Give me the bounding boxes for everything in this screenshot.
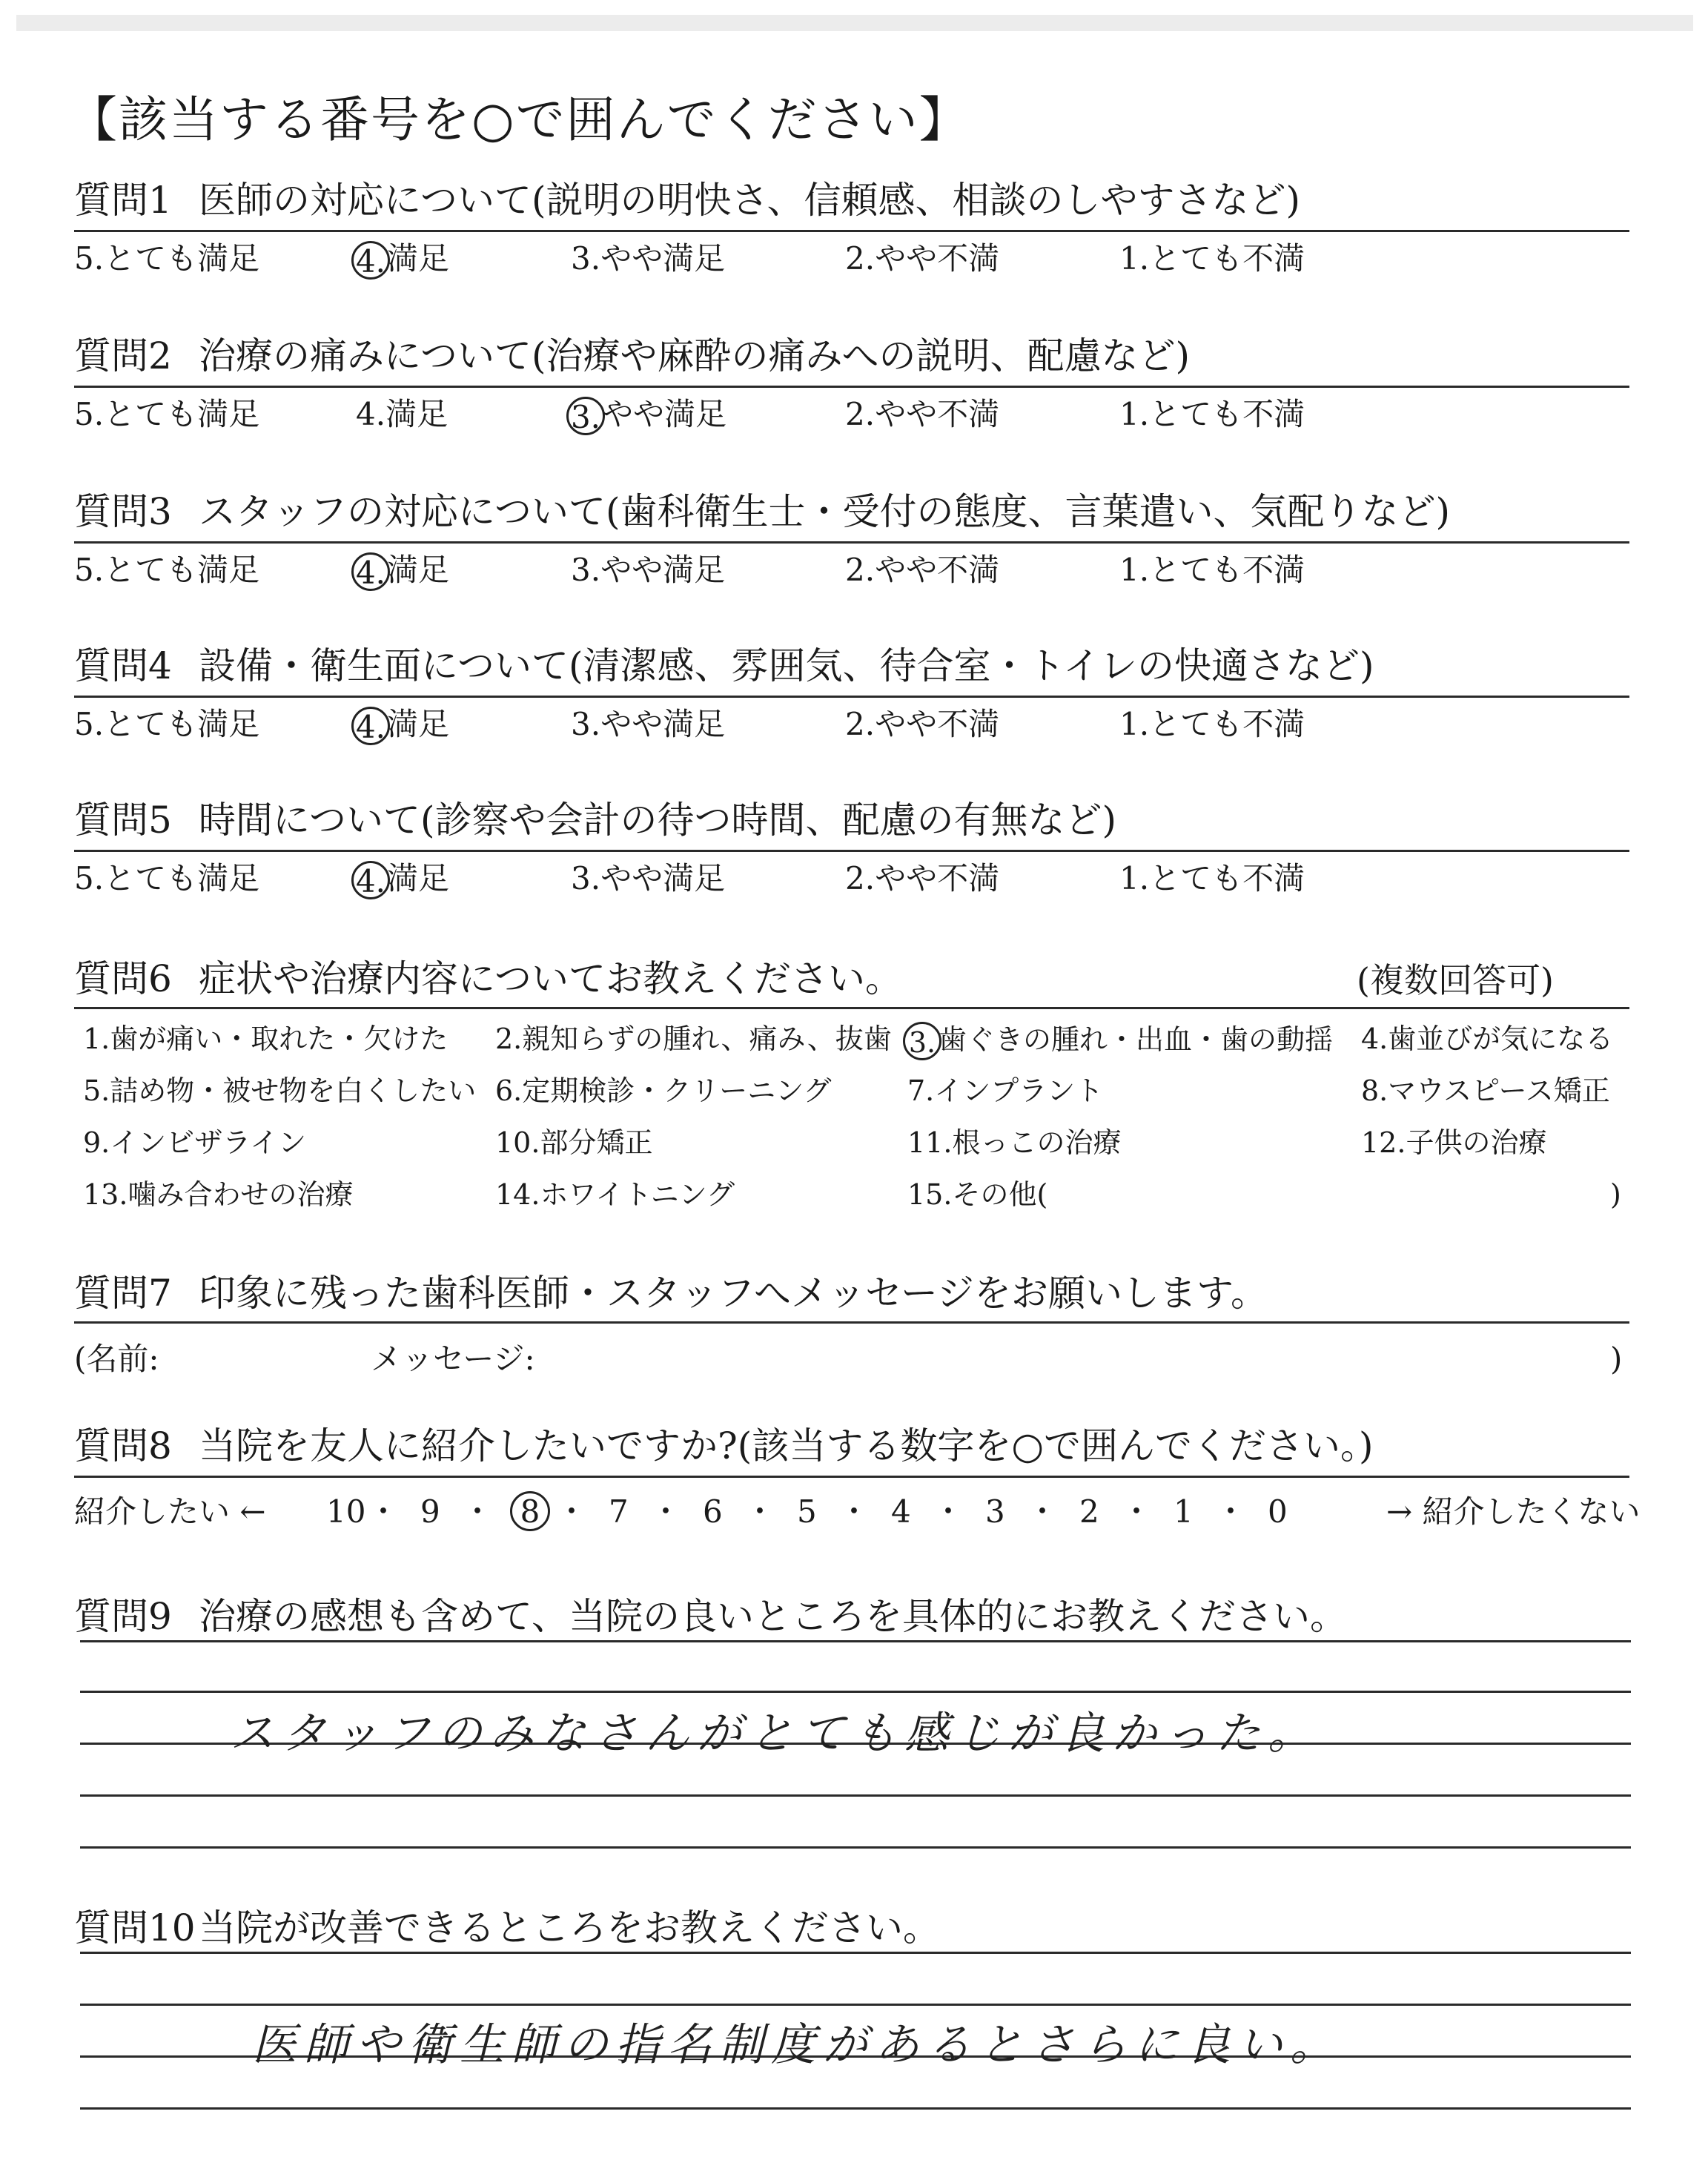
other-close-paren: ) <box>1610 1178 1621 1211</box>
question-rule <box>74 386 1629 388</box>
write-line <box>80 1794 1631 1797</box>
option-label: 歯並びが気になる <box>1388 1023 1614 1055</box>
option-label: 部分矯正 <box>540 1126 653 1159</box>
question-rule <box>74 1476 1629 1478</box>
name-label: (名前: <box>74 1341 159 1377</box>
question-number: 質問1 <box>74 179 172 222</box>
rating-option[interactable] <box>1119 396 1305 433</box>
option-number: 5. <box>74 706 105 742</box>
rating-option[interactable] <box>845 860 999 897</box>
option-label: やや不満 <box>875 706 1000 742</box>
option-number: 2. <box>845 396 875 432</box>
q6-option[interactable] <box>83 1178 353 1212</box>
rating-option[interactable] <box>356 240 449 280</box>
scale-separator: ・ <box>838 1493 870 1530</box>
question-text: 医師の対応について(説明の明快さ、信頼感、相談のしやすさなど) <box>199 179 1301 222</box>
scale-value[interactable]: 10 <box>326 1493 366 1530</box>
option-number: 5. <box>74 396 105 432</box>
scale-value[interactable]: 4 <box>891 1493 911 1530</box>
option-number: 15. <box>907 1178 953 1211</box>
option-label: 子供の治療 <box>1406 1126 1547 1159</box>
question-rule <box>74 850 1629 852</box>
rating-option[interactable] <box>571 396 726 435</box>
option-label: 満足 <box>387 860 450 896</box>
handwritten-answer-q10: 医師や衛生師の指名制度があるとさらに良い。 <box>252 2019 1342 2071</box>
option-label: やや不満 <box>875 860 1000 896</box>
question-number: 質問5 <box>74 799 172 842</box>
rating-option[interactable] <box>845 552 999 589</box>
rating-option[interactable] <box>845 396 999 433</box>
question-rule <box>74 1007 1629 1009</box>
question-rule <box>74 696 1629 698</box>
q6-option[interactable] <box>83 1022 448 1056</box>
option-label: とても不満 <box>1149 240 1305 277</box>
rating-option[interactable] <box>1119 706 1305 743</box>
scale-value[interactable]: 7 <box>609 1493 629 1530</box>
option-number: 2. <box>845 240 875 277</box>
option-label: やや満足 <box>602 396 727 432</box>
q6-option[interactable] <box>495 1022 892 1056</box>
option-label: やや不満 <box>875 552 1000 588</box>
option-number: 1. <box>1119 706 1150 742</box>
scale-value[interactable]: 9 <box>420 1493 440 1530</box>
scale-value[interactable]: 6 <box>703 1493 723 1530</box>
option-label: 歯が痛い・取れた・欠けた <box>110 1023 448 1055</box>
selected-option-circle: 3. <box>903 1022 941 1060</box>
option-label: 満足 <box>385 396 448 432</box>
scale-separator: ・ <box>744 1493 776 1530</box>
option-number: 2. <box>845 706 875 742</box>
scale-value[interactable]: 2 <box>1079 1493 1099 1530</box>
option-label: 満足 <box>387 706 450 742</box>
option-number: 14. <box>495 1178 540 1211</box>
selected-option-circle: 3. <box>566 397 605 435</box>
rating-option[interactable] <box>571 860 725 897</box>
write-line <box>80 1952 1631 1954</box>
option-label: ホワイトニング <box>540 1178 735 1211</box>
question-number: 質問3 <box>74 490 172 533</box>
option-label: とても不満 <box>1149 706 1305 742</box>
option-number: 12. <box>1361 1126 1406 1159</box>
write-line <box>80 2107 1631 2110</box>
write-line <box>80 2004 1631 2006</box>
question-number: 質問6 <box>74 957 172 1000</box>
option-label: その他( <box>952 1178 1048 1211</box>
scale-separator: ・ <box>1215 1493 1247 1530</box>
option-number: 5. <box>74 240 105 277</box>
option-label: やや不満 <box>875 240 1000 277</box>
q6-option[interactable] <box>907 1074 1103 1108</box>
rating-option[interactable] <box>74 396 259 433</box>
option-label: とても満足 <box>104 396 260 432</box>
rating-option[interactable] <box>356 552 449 591</box>
option-number: 4. <box>1361 1023 1388 1055</box>
rating-option[interactable] <box>74 552 259 589</box>
rating-option[interactable] <box>571 706 725 743</box>
option-label: 満足 <box>387 552 450 588</box>
write-line <box>80 1691 1631 1693</box>
option-label: 詰め物・被せ物を白くしたい <box>110 1074 477 1107</box>
option-number: 9. <box>83 1126 110 1159</box>
option-label: 根っこの治療 <box>952 1126 1122 1159</box>
scale-value[interactable]: 0 <box>1268 1493 1288 1530</box>
selected-option-circle: 4. <box>351 241 390 280</box>
message-label: メッセージ: <box>371 1341 535 1377</box>
option-label: マウスピース矯正 <box>1388 1074 1610 1107</box>
selected-scale-circle[interactable]: 8 <box>510 1491 550 1531</box>
scale-right-label: → 紹介したくない <box>1386 1493 1641 1530</box>
question-text: 印象に残った歯科医師・スタッフへメッセージをお願いします。 <box>199 1272 1268 1315</box>
option-number: 4. <box>356 396 386 432</box>
question-number: 質問9 <box>74 1595 172 1638</box>
rating-option[interactable] <box>356 706 449 745</box>
option-number: 3. <box>571 240 601 277</box>
option-label: やや満足 <box>600 860 726 896</box>
question-text: 当院が改善できるところをお教えください。 <box>199 1906 940 1949</box>
question-text: 治療の痛みについて(治療や麻酔の痛みへの説明、配慮など) <box>199 334 1191 377</box>
rating-option[interactable] <box>356 396 448 433</box>
q6-option[interactable] <box>907 1126 1121 1160</box>
question-number: 質問10 <box>74 1906 196 1949</box>
question-text: 症状や治療内容についてお教えください。 <box>199 957 902 1000</box>
question-number: 質問2 <box>74 334 172 377</box>
q6-option[interactable] <box>495 1178 735 1212</box>
q6-option[interactable] <box>495 1074 832 1108</box>
option-label: とても満足 <box>104 552 260 588</box>
question-text: 当院を友人に紹介したいですか?(該当する数字を○で囲んでください。) <box>199 1424 1374 1467</box>
option-label: やや満足 <box>600 552 726 588</box>
rating-option[interactable] <box>1119 240 1305 277</box>
option-number: 5. <box>74 552 105 588</box>
question-text: 治療の感想も含めて、当院の良いところを具体的にお教えください。 <box>199 1595 1347 1638</box>
scale-separator: ・ <box>1121 1493 1153 1530</box>
form-header: 【該当する番号を○で囲んでください】 <box>68 91 970 148</box>
rating-option[interactable] <box>74 240 259 277</box>
option-number: 3. <box>571 552 601 588</box>
option-label: 親知らずの腫れ、痛み、抜歯 <box>522 1023 892 1055</box>
q6-option[interactable] <box>495 1126 652 1160</box>
option-number: 3. <box>571 860 601 896</box>
question-text: 時間について(診察や会計の待つ時間、配慮の有無など) <box>199 799 1117 842</box>
q6-option[interactable] <box>83 1126 306 1160</box>
question-text: スタッフの対応について(歯科衛生士・受付の態度、言葉遣い、気配りなど) <box>199 490 1451 533</box>
option-number: 10. <box>495 1126 540 1159</box>
scale-value[interactable]: 3 <box>985 1493 1005 1530</box>
scale-separator: ・ <box>650 1493 682 1530</box>
option-number: 13. <box>83 1178 128 1211</box>
option-number: 11. <box>907 1126 953 1159</box>
option-label: やや満足 <box>600 240 726 277</box>
question-text: 設備・衛生面について(清潔感、雰囲気、待合室・トイレの快適さなど) <box>199 644 1374 687</box>
question-number: 質問4 <box>74 644 172 687</box>
question-rule <box>74 1321 1629 1324</box>
option-label: インビザライン <box>110 1126 307 1159</box>
question-rule <box>74 541 1629 544</box>
write-line <box>80 1640 1631 1642</box>
option-label: とても不満 <box>1149 860 1305 896</box>
selected-option-circle: 4. <box>351 861 390 899</box>
rating-option[interactable] <box>74 860 259 897</box>
option-label: 定期検診・クリーニング <box>522 1074 832 1107</box>
scan-top-edge <box>16 15 1693 31</box>
selected-option-circle: 4. <box>351 707 390 745</box>
option-label: やや不満 <box>875 396 1000 432</box>
option-label: とても満足 <box>104 860 260 896</box>
scale-value[interactable]: 5 <box>797 1493 817 1530</box>
scale-separator: ・ <box>556 1493 588 1530</box>
option-number: 5. <box>83 1074 110 1107</box>
option-label: インプラント <box>934 1074 1104 1107</box>
option-number: 8. <box>1361 1074 1388 1107</box>
option-label: とても不満 <box>1149 552 1305 588</box>
option-number: 5. <box>74 860 105 896</box>
q6-option[interactable] <box>907 1178 1047 1212</box>
question-number: 質問7 <box>74 1272 172 1315</box>
scale-separator: ・ <box>368 1493 400 1530</box>
scale-left-label: 紹介したい ← <box>74 1493 266 1530</box>
scale-separator: ・ <box>462 1493 494 1530</box>
handwritten-answer-q9: スタッフのみなさんがとても感じが良かった。 <box>230 1708 1320 1760</box>
scale-separator: ・ <box>933 1493 964 1530</box>
rating-option[interactable] <box>845 240 999 277</box>
q6-option[interactable] <box>1361 1022 1613 1056</box>
question-rule <box>74 230 1629 232</box>
multiple-answers-note: (複数回答可) <box>1357 960 1554 1000</box>
option-label: 噛み合わせの治療 <box>128 1178 354 1211</box>
rating-option[interactable] <box>845 706 999 743</box>
question-number: 質問8 <box>74 1424 172 1467</box>
option-label: とても満足 <box>104 240 260 277</box>
option-label: 歯ぐきの腫れ・出血・歯の動揺 <box>939 1023 1334 1056</box>
scale-separator: ・ <box>1027 1493 1059 1530</box>
rating-option[interactable] <box>571 240 725 277</box>
rating-option[interactable] <box>356 860 449 899</box>
option-number: 2. <box>495 1023 523 1055</box>
rating-option[interactable] <box>74 706 259 743</box>
option-number: 1. <box>1119 552 1150 588</box>
option-number: 7. <box>907 1074 935 1107</box>
write-line <box>80 1846 1631 1849</box>
option-number: 1. <box>1119 860 1150 896</box>
message-close-paren: ) <box>1610 1341 1623 1377</box>
selected-option-circle: 4. <box>351 552 390 591</box>
rating-option[interactable] <box>571 552 725 589</box>
q6-option[interactable] <box>1361 1074 1610 1108</box>
option-number: 1. <box>83 1023 110 1055</box>
rating-option[interactable] <box>1119 860 1305 897</box>
option-label: 満足 <box>387 240 450 277</box>
option-number: 1. <box>1119 240 1150 277</box>
option-label: とても不満 <box>1149 396 1305 432</box>
option-label: とても満足 <box>104 706 260 742</box>
q6-option[interactable] <box>83 1074 476 1108</box>
rating-option[interactable] <box>1119 552 1305 589</box>
option-number: 3. <box>571 706 601 742</box>
option-number: 2. <box>845 860 875 896</box>
option-label: やや満足 <box>600 706 726 742</box>
scale-value[interactable]: 1 <box>1174 1493 1194 1530</box>
option-number: 1. <box>1119 396 1150 432</box>
option-number: 2. <box>845 552 875 588</box>
q6-option[interactable] <box>1361 1126 1546 1160</box>
q6-option[interactable] <box>907 1022 1333 1060</box>
option-number: 6. <box>495 1074 523 1107</box>
